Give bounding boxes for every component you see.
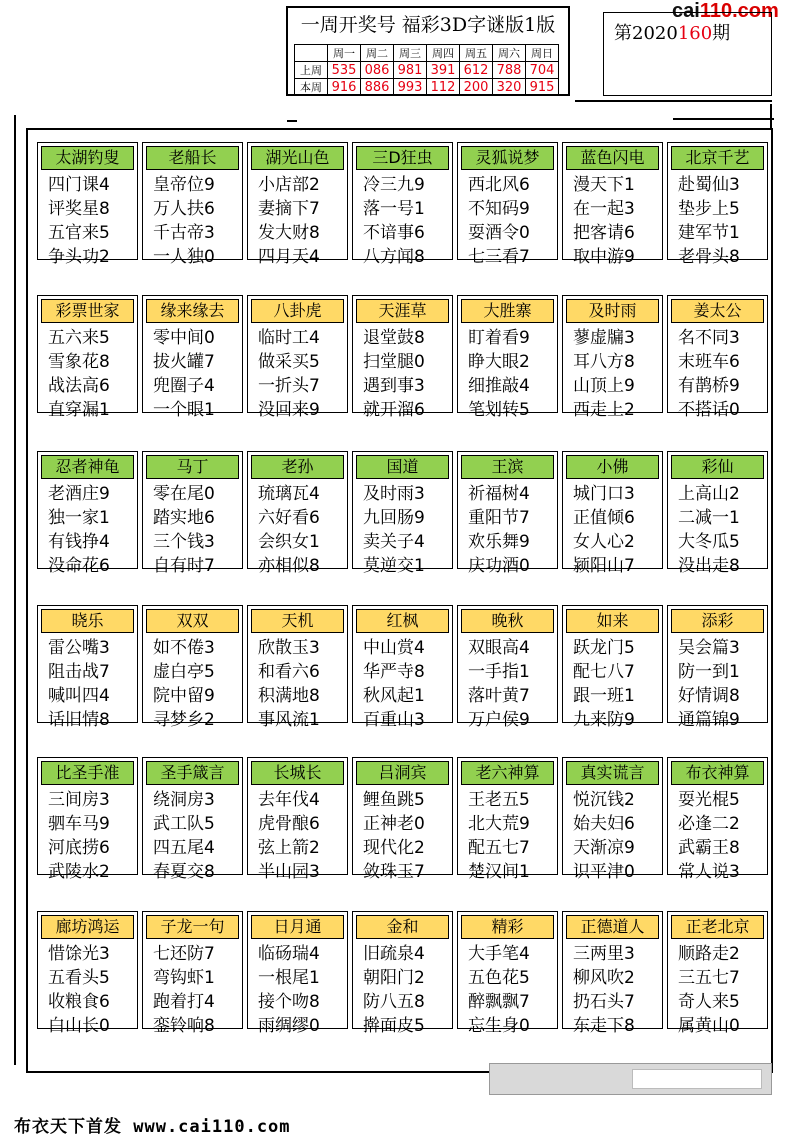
puzzle-box-title: 廊坊鸿运 — [41, 915, 134, 939]
puzzle-line: 琉璃瓦4 — [258, 484, 320, 504]
puzzle-line: 冷三九9 — [363, 175, 425, 195]
day-cell: 周六 — [493, 45, 526, 62]
issue-panel — [603, 12, 772, 96]
puzzle-line: 耍酒令0 — [468, 223, 530, 243]
puzzle-line: 雪象花8 — [48, 352, 110, 372]
puzzle-line: 千古帝3 — [153, 223, 215, 243]
puzzle-line: 末班车6 — [678, 352, 740, 372]
puzzle-line: 华严寺8 — [363, 662, 425, 682]
draw-number: 704 — [526, 62, 559, 79]
puzzle-line: 四五尾4 — [153, 838, 215, 858]
puzzle-box — [142, 451, 243, 576]
day-cell: 周五 — [460, 45, 493, 62]
puzzle-box — [562, 911, 663, 1036]
puzzle-line: 五官来5 — [48, 223, 110, 243]
puzzle-box — [142, 142, 243, 267]
puzzle-box-title: 及时雨 — [566, 299, 659, 323]
puzzle-line: 九回肠9 — [363, 508, 425, 528]
puzzle-box — [247, 451, 348, 576]
puzzle-box — [352, 605, 453, 730]
puzzle-line: 柳风吹2 — [573, 968, 635, 988]
puzzle-line: 欢乐舞9 — [468, 532, 530, 552]
puzzle-box-title: 小佛 — [566, 455, 659, 479]
puzzle-box-title: 子龙一句 — [146, 915, 239, 939]
puzzle-line: 五看头5 — [48, 968, 110, 988]
puzzle-box-title: 姜太公 — [671, 299, 764, 323]
puzzle-box-title: 红枫 — [356, 609, 449, 633]
puzzle-line: 耳八方8 — [573, 352, 635, 372]
puzzle-box-title: 北京千艺 — [671, 146, 764, 170]
header-title: 一周开奖号 福彩3D字谜版1版 — [300, 14, 556, 36]
puzzle-line: 三间房3 — [48, 790, 110, 810]
draw-number: 535 — [328, 62, 361, 79]
days-row — [295, 45, 559, 62]
puzzle-box — [667, 757, 768, 882]
puzzle-line: 武霸王8 — [678, 838, 740, 858]
puzzle-line: 好情调8 — [678, 686, 740, 706]
puzzle-box-title: 国道 — [356, 455, 449, 479]
puzzle-box — [352, 451, 453, 576]
puzzle-line: 三个钱3 — [153, 532, 215, 552]
puzzle-line: 踏实地6 — [153, 508, 215, 528]
puzzle-line: 阻击战7 — [48, 662, 110, 682]
puzzle-box — [352, 911, 453, 1036]
puzzle-line: 寻梦乡2 — [153, 710, 215, 730]
weekly-draw-panel — [286, 6, 570, 96]
puzzle-line: 属黄山0 — [678, 1016, 740, 1036]
puzzle-box — [37, 142, 138, 267]
puzzle-line: 弦上箭2 — [258, 838, 320, 858]
puzzle-line: 顺路走2 — [678, 944, 740, 964]
puzzle-line: 双眼高4 — [468, 638, 530, 658]
puzzle-box — [37, 911, 138, 1036]
puzzle-line: 积满地8 — [258, 686, 320, 706]
puzzle-line: 弯钩虾1 — [153, 968, 215, 988]
puzzle-line: 遇到事3 — [363, 376, 425, 396]
puzzle-box — [247, 911, 348, 1036]
puzzle-line: 六好看6 — [258, 508, 320, 528]
puzzle-line: 发大财8 — [258, 223, 320, 243]
puzzle-box-title: 如来 — [566, 609, 659, 633]
puzzle-line: 事风流1 — [258, 710, 320, 730]
puzzle-line: 会织女1 — [258, 532, 320, 552]
puzzle-line: 垫步上5 — [678, 199, 740, 219]
draw-number: 200 — [460, 79, 493, 96]
puzzle-line: 春夏交8 — [153, 862, 215, 882]
this-week-label: 本周 — [295, 79, 328, 96]
puzzle-line: 銮铃响8 — [153, 1016, 215, 1036]
puzzle-line: 吴会篇3 — [678, 638, 740, 658]
puzzle-line: 扔石头7 — [573, 992, 635, 1012]
draw-number: 915 — [526, 79, 559, 96]
puzzle-line: 虚白亭5 — [153, 662, 215, 682]
puzzle-line: 三五七7 — [678, 968, 740, 988]
puzzle-line: 大冬瓜5 — [678, 532, 740, 552]
puzzle-line: 争头功2 — [48, 247, 110, 267]
puzzle-line: 河底捞6 — [48, 838, 110, 858]
puzzle-box — [667, 605, 768, 730]
day-cell: 周日 — [526, 45, 559, 62]
puzzle-box — [247, 757, 348, 882]
puzzle-line: 评奖星8 — [48, 199, 110, 219]
puzzle-line: 临时工4 — [258, 328, 320, 348]
corner-cell — [295, 45, 328, 62]
draw-number: 993 — [394, 79, 427, 96]
puzzle-line: 北大荒9 — [468, 814, 530, 834]
draw-number: 886 — [361, 79, 394, 96]
puzzle-line: 秋风起1 — [363, 686, 425, 706]
puzzle-line: 敛珠玉7 — [363, 862, 425, 882]
puzzle-line: 虎骨酿6 — [258, 814, 320, 834]
puzzle-line: 惜馀光3 — [48, 944, 110, 964]
puzzle-line: 现代化2 — [363, 838, 425, 858]
puzzle-box-title: 蓝色闪电 — [566, 146, 659, 170]
puzzle-line: 防一到1 — [678, 662, 740, 682]
puzzle-line: 庆功酒0 — [468, 556, 530, 576]
issue-code: 160 — [677, 23, 713, 44]
puzzle-box-title: 添彩 — [671, 609, 764, 633]
puzzle-line: 城门口3 — [573, 484, 635, 504]
puzzle-line: 跑着打4 — [153, 992, 215, 1012]
puzzle-line: 一折头7 — [258, 376, 320, 396]
puzzle-line: 配七八7 — [573, 662, 635, 682]
puzzle-line: 不谙事6 — [363, 223, 425, 243]
puzzle-line: 一根尾1 — [258, 968, 320, 988]
puzzle-line: 零中间0 — [153, 328, 215, 348]
puzzle-line: 始夫妇6 — [573, 814, 635, 834]
this-week-row — [295, 79, 559, 96]
puzzle-box — [457, 757, 558, 882]
puzzle-line: 七还防7 — [153, 944, 215, 964]
puzzle-line: 战法高6 — [48, 376, 110, 396]
puzzle-line: 笔划转5 — [468, 400, 530, 420]
puzzle-box — [562, 757, 663, 882]
puzzle-line: 有钱挣4 — [48, 532, 110, 552]
puzzle-line: 西走上2 — [573, 400, 635, 420]
puzzle-box — [352, 142, 453, 267]
puzzle-line: 自有时7 — [153, 556, 215, 576]
puzzle-line: 没回来9 — [258, 400, 320, 420]
puzzle-box — [667, 295, 768, 420]
puzzle-line: 通篇锦9 — [678, 710, 740, 730]
puzzle-box-title: 双双 — [146, 609, 239, 633]
puzzle-line: 七三看7 — [468, 247, 530, 267]
puzzle-box — [667, 451, 768, 576]
puzzle-box — [247, 605, 348, 730]
divider — [14, 115, 16, 1065]
draw-number: 788 — [493, 62, 526, 79]
puzzle-box — [142, 911, 243, 1036]
puzzle-line: 鲤鱼跳5 — [363, 790, 425, 810]
puzzle-box-title: 天涯草 — [356, 299, 449, 323]
puzzle-line: 退堂鼓8 — [363, 328, 425, 348]
puzzle-box-title: 长城长 — [251, 761, 344, 785]
puzzle-line: 五六来5 — [48, 328, 110, 348]
puzzle-box-title: 彩票世家 — [41, 299, 134, 323]
logo-prefix: cai — [672, 0, 700, 22]
puzzle-line: 常人说3 — [678, 862, 740, 882]
puzzle-line: 临砀瑞4 — [258, 944, 320, 964]
puzzle-line: 赴蜀仙3 — [678, 175, 740, 195]
puzzle-line: 九来防9 — [573, 710, 635, 730]
puzzle-line: 直穿漏1 — [48, 400, 110, 420]
draw-number: 320 — [493, 79, 526, 96]
puzzle-line: 雨绸缪0 — [258, 1016, 320, 1036]
puzzle-box — [457, 911, 558, 1036]
puzzle-line: 跃龙门5 — [573, 638, 635, 658]
logo-suffix: 110.com — [699, 0, 779, 22]
puzzle-line: 零在尾0 — [153, 484, 215, 504]
puzzle-line: 一人独0 — [153, 247, 215, 267]
puzzle-line: 祈福树4 — [468, 484, 530, 504]
day-cell: 周三 — [394, 45, 427, 62]
puzzle-line: 独一家1 — [48, 508, 110, 528]
puzzle-line: 朝阳门2 — [363, 968, 425, 988]
bottom-panel-inner — [632, 1069, 762, 1089]
draw-number: 391 — [427, 62, 460, 79]
puzzle-box — [37, 605, 138, 730]
puzzle-box-title: 布衣神算 — [671, 761, 764, 785]
issue-number — [614, 19, 730, 45]
puzzle-line: 天渐凉9 — [573, 838, 635, 858]
puzzle-line: 必逢二2 — [678, 814, 740, 834]
draw-number: 981 — [394, 62, 427, 79]
draw-number: 916 — [328, 79, 361, 96]
puzzle-line: 就开溜6 — [363, 400, 425, 420]
puzzle-box-title: 老船长 — [146, 146, 239, 170]
puzzle-line: 及时雨3 — [363, 484, 425, 504]
puzzle-box-title: 真实谎言 — [566, 761, 659, 785]
puzzle-box — [142, 295, 243, 420]
puzzle-line: 百重山3 — [363, 710, 425, 730]
puzzle-line: 奇人来5 — [678, 992, 740, 1012]
puzzle-line: 万户侯9 — [468, 710, 530, 730]
puzzle-line: 老酒庄9 — [48, 484, 110, 504]
puzzle-line: 妻摘下7 — [258, 199, 320, 219]
puzzle-line: 喊叫四4 — [48, 686, 110, 706]
puzzle-line: 一个眼1 — [153, 400, 215, 420]
puzzle-line: 莫逆交1 — [363, 556, 425, 576]
puzzle-line: 四月天4 — [258, 247, 320, 267]
puzzle-box-title: 精彩 — [461, 915, 554, 939]
puzzle-line: 防八五8 — [363, 992, 425, 1012]
puzzle-line: 拔火罐7 — [153, 352, 215, 372]
puzzle-line: 跟一班1 — [573, 686, 635, 706]
last-week-label: 上周 — [295, 62, 328, 79]
puzzle-line: 落一号1 — [363, 199, 425, 219]
puzzle-box — [457, 295, 558, 420]
puzzle-box-title: 日月通 — [251, 915, 344, 939]
puzzle-line: 皇帝位9 — [153, 175, 215, 195]
puzzle-line: 在一起3 — [573, 199, 635, 219]
day-cell: 周一 — [328, 45, 361, 62]
puzzle-box — [562, 295, 663, 420]
puzzle-line: 万人扶6 — [153, 199, 215, 219]
puzzle-line: 正神老0 — [363, 814, 425, 834]
puzzle-box — [667, 911, 768, 1036]
puzzle-line: 识平津0 — [573, 862, 635, 882]
puzzle-box — [142, 605, 243, 730]
puzzle-line: 八方闻8 — [363, 247, 425, 267]
puzzle-box-title: 湖光山色 — [251, 146, 344, 170]
puzzle-box — [37, 451, 138, 576]
puzzle-line: 醉飘飘7 — [468, 992, 530, 1012]
puzzle-line: 盯着看9 — [468, 328, 530, 348]
puzzle-line: 没出走8 — [678, 556, 740, 576]
puzzle-line: 正值倾6 — [573, 508, 635, 528]
puzzle-line: 王老五5 — [468, 790, 530, 810]
puzzle-line: 武陵水2 — [48, 862, 110, 882]
puzzle-line: 中山赏4 — [363, 638, 425, 658]
puzzle-box — [457, 605, 558, 730]
puzzle-line: 耍光棍5 — [678, 790, 740, 810]
puzzle-box-title: 比圣手准 — [41, 761, 134, 785]
puzzle-line: 不知码9 — [468, 199, 530, 219]
puzzle-box — [37, 757, 138, 882]
puzzle-line: 有鹊桥9 — [678, 376, 740, 396]
puzzle-line: 山顶上9 — [573, 376, 635, 396]
puzzle-line: 五色花5 — [468, 968, 530, 988]
puzzle-box-title: 马丁 — [146, 455, 239, 479]
puzzle-line: 名不同3 — [678, 328, 740, 348]
puzzle-line: 老骨头8 — [678, 247, 740, 267]
puzzle-line: 话旧情8 — [48, 710, 110, 730]
puzzle-line: 旧疏泉4 — [363, 944, 425, 964]
puzzle-line: 落叶黄7 — [468, 686, 530, 706]
puzzle-line: 忘生身0 — [468, 1016, 530, 1036]
puzzle-line: 扫堂腿0 — [363, 352, 425, 372]
puzzle-line: 驷车马9 — [48, 814, 110, 834]
puzzle-box-title: 八卦虎 — [251, 299, 344, 323]
puzzle-line: 三两里3 — [573, 944, 635, 964]
puzzle-line: 不搭话0 — [678, 400, 740, 420]
footer-credit: 布衣天下首发 www.cai110.com — [14, 1117, 291, 1137]
puzzle-line: 如不倦3 — [153, 638, 215, 658]
puzzle-box — [247, 142, 348, 267]
divider — [673, 118, 774, 120]
puzzle-line: 把客请6 — [573, 223, 635, 243]
puzzle-box-title: 吕洞宾 — [356, 761, 449, 785]
puzzle-box-title: 晓乐 — [41, 609, 134, 633]
puzzle-line: 擀面皮5 — [363, 1016, 425, 1036]
puzzle-line: 欣散玉3 — [258, 638, 320, 658]
puzzle-line: 悦沉钱2 — [573, 790, 635, 810]
puzzle-box-title: 忍者神龟 — [41, 455, 134, 479]
puzzle-line: 亦相似8 — [258, 556, 320, 576]
divider — [770, 104, 772, 128]
draw-number: 612 — [460, 62, 493, 79]
last-week-row — [295, 62, 559, 79]
divider — [575, 100, 772, 102]
day-cell: 周二 — [361, 45, 394, 62]
divider — [287, 120, 297, 122]
issue-suffix: 期 — [712, 23, 731, 44]
puzzle-box — [352, 757, 453, 882]
puzzle-line: 去年伐4 — [258, 790, 320, 810]
puzzle-box-title: 老孙 — [251, 455, 344, 479]
puzzle-line: 接个吻8 — [258, 992, 320, 1012]
puzzle-line: 细推敲4 — [468, 376, 530, 396]
puzzle-box-title: 三D狂虫 — [356, 146, 449, 170]
puzzle-line: 配五七7 — [468, 838, 530, 858]
puzzle-box-title: 老六神算 — [461, 761, 554, 785]
puzzle-line: 女人心2 — [573, 532, 635, 552]
puzzle-box-title: 缘来缘去 — [146, 299, 239, 323]
puzzle-line: 院中留9 — [153, 686, 215, 706]
puzzle-box-title: 天机 — [251, 609, 344, 633]
puzzle-line: 重阳节7 — [468, 508, 530, 528]
puzzle-box-title: 正老北京 — [671, 915, 764, 939]
puzzle-line: 小店部2 — [258, 175, 320, 195]
draw-number: 112 — [427, 79, 460, 96]
puzzle-line: 取中游9 — [573, 247, 635, 267]
puzzle-box — [667, 142, 768, 267]
puzzle-box-title: 王滨 — [461, 455, 554, 479]
puzzle-line: 上高山2 — [678, 484, 740, 504]
puzzle-line: 漫天下1 — [573, 175, 635, 195]
puzzle-box — [562, 142, 663, 267]
puzzle-line: 武工队5 — [153, 814, 215, 834]
puzzle-box-title: 圣手箴言 — [146, 761, 239, 785]
puzzle-box — [142, 757, 243, 882]
puzzle-line: 一手指1 — [468, 662, 530, 682]
puzzle-box — [562, 605, 663, 730]
puzzle-box-title: 正德道人 — [566, 915, 659, 939]
puzzle-box — [457, 451, 558, 576]
puzzle-line: 做采买5 — [258, 352, 320, 372]
puzzle-box-title: 太湖钓叟 — [41, 146, 134, 170]
puzzle-line: 绕洞房3 — [153, 790, 215, 810]
puzzle-box — [457, 142, 558, 267]
puzzle-line: 收粮食6 — [48, 992, 110, 1012]
puzzle-line: 和看六6 — [258, 662, 320, 682]
puzzle-line: 兜圈子4 — [153, 376, 215, 396]
puzzle-line: 白山长0 — [48, 1016, 110, 1036]
puzzle-box-title: 晚秋 — [461, 609, 554, 633]
puzzle-line: 颍阳山7 — [573, 556, 635, 576]
puzzle-box — [247, 295, 348, 420]
puzzle-line: 半山园3 — [258, 862, 320, 882]
puzzle-line: 二减一1 — [678, 508, 740, 528]
draw-number: 086 — [361, 62, 394, 79]
day-cell: 周四 — [427, 45, 460, 62]
weekly-results-table — [294, 44, 559, 96]
puzzle-box-title: 金和 — [356, 915, 449, 939]
puzzle-box-title: 灵狐说梦 — [461, 146, 554, 170]
issue-prefix: 第2020 — [614, 23, 678, 44]
puzzle-line: 东走下8 — [573, 1016, 635, 1036]
puzzle-line: 睁大眼2 — [468, 352, 530, 372]
puzzle-box-title: 彩仙 — [671, 455, 764, 479]
puzzle-line: 雷公嘴3 — [48, 638, 110, 658]
puzzle-box — [352, 295, 453, 420]
puzzle-line: 建军节1 — [678, 223, 740, 243]
puzzle-line: 蓼虚牖3 — [573, 328, 635, 348]
puzzle-line: 楚汉间1 — [468, 862, 530, 882]
puzzle-line: 四门课4 — [48, 175, 110, 195]
puzzle-line: 卖关子4 — [363, 532, 425, 552]
puzzle-line: 西北风6 — [468, 175, 530, 195]
puzzle-line: 大手笔4 — [468, 944, 530, 964]
puzzle-line: 没命花6 — [48, 556, 110, 576]
puzzle-box-title: 大胜寨 — [461, 299, 554, 323]
puzzle-box — [562, 451, 663, 576]
puzzle-box — [37, 295, 138, 420]
